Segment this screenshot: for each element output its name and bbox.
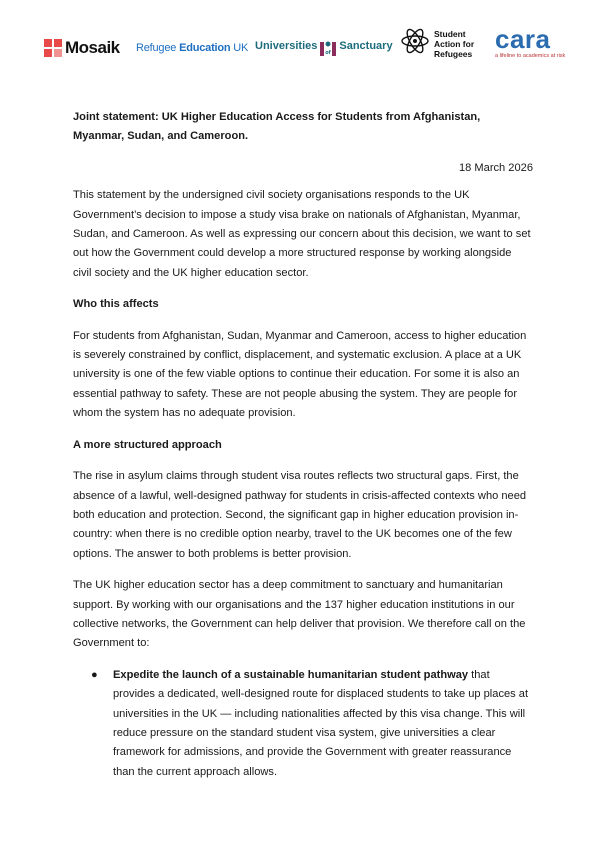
mosaik-logo: Mosaik: [44, 38, 120, 58]
statement-date: 18 March 2026: [458, 161, 533, 174]
refugee-education-uk-logo: Refugee Education UK: [136, 42, 249, 54]
section-heading-who-this-affects: Who this affects: [73, 298, 159, 311]
universities-of-sanctuary-logo: Universities of Sanctuary: [255, 40, 393, 56]
section-heading-structured-approach: A more structured approach: [73, 438, 222, 451]
call-to-action-list: [73, 666, 533, 782]
bullet-lead: Expedite the launch of a sustainable humanitarian student pathway: [113, 668, 469, 681]
structured-approach-paragraph-1: The rise in asylum claims through student visa routes reflects two structural gaps. First, the absence of a lawful, well-designed pathway for students in crisis-affected contexts who need both education and protection. Second, the significant gap in higher education provision in-country: when there is no credible option nearby, travel to the UK becomes one of the few options. The answer to both problems is better provision.: [73, 470, 527, 560]
logo-bar: [0, 22, 604, 82]
list-item: [73, 666, 533, 782]
bullet-icon: ●: [91, 668, 98, 681]
cara-logo: cara a lifeline to academics at risk: [495, 24, 566, 59]
atom-icon: [400, 26, 430, 61]
student-action-for-refugees-logo: Student Action for Refugees: [400, 26, 474, 61]
mosaik-mark-icon: [44, 39, 62, 57]
svg-text:of: of: [325, 50, 332, 56]
bullet-text: that provides a dedicated, well-designed route for displaced students to take up places at universities in the UK — including nationalities affected by this visa change. This will reduce pressure on the standard student visa system, give universities a clear framework for admissions, and provide the Government with greater reassurance than the current approach allows.: [113, 668, 529, 778]
structured-approach-paragraph-2: The UK higher education sector has a deep commitment to sanctuary and humanitarian support. By working with our organisations and the 137 higher education institutions in our collective networks, the Government can help deliver that provision. We therefore call on the Government to:: [73, 579, 526, 650]
statement-body: [73, 108, 533, 782]
statement-title: Joint statement: UK Higher Education Access for Students from Afghanistan, Myanmar, Sudan, and Cameroon.: [73, 111, 481, 143]
who-this-affects-paragraph: For students from Afghanistan, Sudan, Myanmar and Cameroon, access to higher education is severely constrained by conflict, displacement, and systematic exclusion. A place at a UK university is one of the few viable options to continue their education. For some it is also an essential pathway to safety. These are not people abusing the system. They are people for whom the system has no adequate provision.: [73, 329, 527, 420]
sanctuary-figure-icon: [319, 38, 337, 58]
intro-paragraph: This statement by the undersigned civil society organisations responds to the UK Government’s decision to impose a study visa brake on nationals of Afghanistan, Myanmar, Sudan, and Cameroon. As well as expressing our concern about this decision, we want to set out how the Government could develop a more structured response by working alongside civil society and the UK higher education sector.: [73, 189, 531, 279]
